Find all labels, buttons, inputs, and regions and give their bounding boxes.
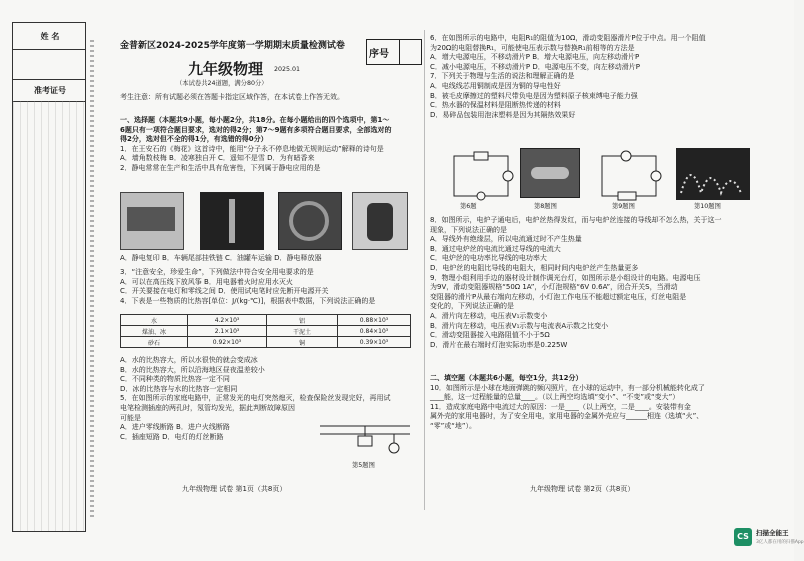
q2-photo-tanker <box>278 192 342 250</box>
fig9-label: 第9题图 <box>612 203 635 210</box>
seat-label: 序号 <box>369 49 389 60</box>
q8-stem-1: 8．如图所示，电炉子通电后，电炉丝热得发红，而与电炉丝连接的导线却不怎么热，关于这一 <box>430 216 722 224</box>
exam-note: （本试卷共24道题，满分80分） <box>176 80 268 87</box>
q7-option-d: D．易碎品包装用泡沫塑料是因为其隔热效果好 <box>430 110 576 119</box>
section1-line-3: 得2分，选对但不全的得1分，有选错的得0分） <box>120 135 268 144</box>
fig10-label: 第10题图 <box>694 203 721 210</box>
q4-option-d: D．冰的比热容与水的比热容一定相同 <box>120 384 238 393</box>
q8-option-c: C．电炉丝的电功率比导线的电功率大 <box>430 254 547 263</box>
table-row: 砂石 0.92×10³ 铜 0.39×10³ <box>121 337 411 348</box>
q2-photo-discharger <box>352 192 408 250</box>
fig10-photo <box>676 148 750 200</box>
right-block-3 <box>430 374 705 432</box>
page2-footer: 九年级物理 试卷 第2页（共8页） <box>530 485 635 493</box>
fig6-label: 第6题 <box>460 203 477 210</box>
q9-option-b: B．滑片向左移动，电压表V₁示数与电流表A示数之比变小 <box>430 321 609 330</box>
q11-line-1: 11．造成家庭电路中电流过大的原因：一是____（以上两空，二是____。安装带有金 <box>430 402 691 411</box>
specific-heat-table <box>120 314 411 348</box>
q10-line-1: 10．如图所示是小球在地面弹跳的频闪照片，在小球的运动中，有一部分机械能转化成了 <box>430 383 705 392</box>
fig6-circuit <box>448 150 514 202</box>
table-row: 水 4.2×10³ 铝 0.88×10³ <box>121 315 411 326</box>
q5-stem-1: 5．在如图所示的家庭电路中，正常发光的电灯突然熄灭，检查保险丝发现完好，再用试 <box>120 394 391 403</box>
q4-stem: 4．下表是一些物质的比热容[单位：J/(kg·℃)]，根据表中数据，下列说法正确的是 <box>120 296 376 305</box>
q9-stem-2: 为9V，滑动变阻器规格“50Ω 1A”，小灯泡规格“6V 0.6A”，闭合开关S，当滑动 <box>430 283 678 292</box>
q8-option-d: D．电炉丝的电阻比导线的电阻大，相同时间内电炉丝产生热量更多 <box>430 263 639 272</box>
right-block-2 <box>430 216 721 350</box>
q9-stem-3: 变阻器的滑片P从最右端向左移动，小灯泡工作电压不能超过额定电压，灯丝电阻是 <box>430 292 687 301</box>
q9-stem-1: 9．物理小组利用手边的器材设计制作调光台灯，如图所示是小组设计的电路。电源电压 <box>430 273 701 282</box>
scanner-tagline: 3亿人都在用的扫描App <box>756 540 804 545</box>
left-block-1 <box>120 116 391 174</box>
section1-line-1: 一、选择题（本题共9小题，每小题2分，共18分。在每小题给出的四个选项中，第1～ <box>120 116 390 124</box>
q6-stem-2: 为20Ω的电阻替换R₁，可能使电压表示数与替换R₁前相等的方法是 <box>430 43 635 52</box>
q11-line-3: “零”或“地”）。 <box>430 421 477 430</box>
q7-option-b: B．被毛皮摩擦过的塑料尺带负电是因为塑料原子核束缚电子能力强 <box>430 91 638 100</box>
q6-options-ab: A．增大电源电压，不移动滑片P B．增大电源电压，向左移动滑片P <box>430 53 640 62</box>
q9-option-d: D．滑片在最右端时灯泡实际功率是0.225W <box>430 340 568 349</box>
left-block-2 <box>120 268 375 306</box>
q8-option-a: A．导线外有绝缘层，所以电流通过时不产生热量 <box>430 235 582 244</box>
q8-stem-2: 现象，下列说法正确的是 <box>430 225 507 234</box>
q7-option-c: C．热水器的保温材料是阻断热传递的材料 <box>430 101 561 110</box>
q10-line-2: ____能，这一过程能量的总量____。（以上两空均选填“变小”、“不变”或“变大”） <box>430 393 680 402</box>
q1-stem: 1．在王安石的《梅花》这首诗中，能用“分子永不停息地做无规则运动”解释的诗句是 <box>120 144 384 153</box>
q4-option-a: A．水的比热容大，所以水很快的就会变成冰 <box>120 356 258 364</box>
exam-no-label: 准考证号 <box>34 86 66 95</box>
binding-hatch <box>13 101 85 531</box>
exam-title: 金普新区2024-2025学年度第一学期期末质量检测试卷 <box>120 41 345 51</box>
exam-date: 2025.01 <box>274 66 301 73</box>
name-label: 姓 名 <box>40 32 60 41</box>
q3-options-cd: C．开关要接在电灯和零线之间 D．使用试电笔时应先断开电源开关 <box>120 287 329 296</box>
seal-line <box>90 40 94 520</box>
name-blank <box>13 49 85 80</box>
q6-stem-1: 6．在如图所示的电路中，电阻R₁的阻值为10Ω，滑动变阻器滑片P位于中点。用一个阻值 <box>430 34 706 42</box>
fig9-circuit <box>596 150 662 202</box>
fig8-photo <box>520 148 580 198</box>
camscanner-logo: CS <box>734 528 752 546</box>
q9-option-a: A．滑片向左移动，电压表V₁示数变小 <box>430 311 548 320</box>
q9-option-c: C．滑动变阻器接入电路阻值不小于5Ω <box>430 331 550 340</box>
page1-footer: 九年级物理 试卷 第1页（共8页） <box>182 485 287 493</box>
exam-instruction: 考生注意：所有试题必须在答题卡指定区域作答，在本试卷上作答无效。 <box>120 93 344 101</box>
q7-stem: 7．下列关于物理与生活的说法和理解正确的是 <box>430 72 575 81</box>
q5-options-cd: C．插座短路 D．电灯的灯丝断路 <box>120 432 224 441</box>
q1-options: A．墙角数枝梅 B．凌寒独自开 C．遥知不是雪 D．为有暗香来 <box>120 154 315 163</box>
seat-box <box>366 39 422 65</box>
subject-title: 九年级物理 <box>188 60 264 78</box>
q9-stem-4: 变化的，下列说法正确的是 <box>430 302 514 311</box>
seat-divider <box>399 40 400 64</box>
q5-stem-2: 电笔检测插座的两孔时，氖管均发光，据此判断故障原因 <box>120 403 295 412</box>
q5-stem-3: 可能是 <box>120 413 141 422</box>
section2-heading: 二、填空题（本题共6小题，每空1分，共12分） <box>430 374 583 382</box>
q3-stem: 3．“注意安全，珍爱生命”，下列做法中符合安全用电要求的是 <box>120 268 314 276</box>
q2-stem: 2．静电常常在生产和生活中具有危害性，下列属于静电应用的是 <box>120 163 321 172</box>
q7-option-a: A．电线线芯用铜制成是因为铜的导电性好 <box>430 81 561 90</box>
q2-options: A．静电复印 B．车辆尾部挂铁链 C．油罐车运输 D．静电释放器 <box>120 254 322 262</box>
column-divider <box>424 30 425 510</box>
fig8-label: 第8题图 <box>534 203 557 210</box>
q5-options-ab: A．进户零线断路 B．进户火线断路 <box>120 423 230 432</box>
fig5-label: 第5题图 <box>352 462 375 469</box>
q6-options-cd: C．减小电源电压，不移动滑片P D．电源电压不变，向左移动滑片P <box>430 62 640 71</box>
table-row: 煤油、冰 2.1×10³ 干泥土 0.84×10³ <box>121 326 411 337</box>
right-block-1 <box>430 34 706 120</box>
q2-photo-truck-chain <box>200 192 264 250</box>
scanner-app-name: 扫描全能王 <box>756 529 789 537</box>
exam-no-row <box>13 79 85 102</box>
section1-line-2: 6题只有一项符合题目要求，选对的得2分；第7～9题有多项符合题目要求，全部选对的 <box>120 125 392 134</box>
q11-line-2: 属外壳的家用电器时，为了安全用电，家用电器的金属外壳应与______相连（选填“火”、 <box>430 412 704 421</box>
q4-option-c: C．不同种类的物质比热容一定不同 <box>120 375 230 384</box>
q8-option-b: B．通过电炉丝的电流比通过导线的电流大 <box>430 244 561 253</box>
name-row <box>13 23 85 50</box>
q3-options-ab: A．可以在高压线下放风筝 B．用电器着火时应用水灭火 <box>120 277 293 286</box>
binding-strip <box>12 22 86 532</box>
q2-photo-copier <box>120 192 184 250</box>
q4-option-b: B．水的比热容大，所以沿海地区昼夜温差较小 <box>120 365 265 374</box>
